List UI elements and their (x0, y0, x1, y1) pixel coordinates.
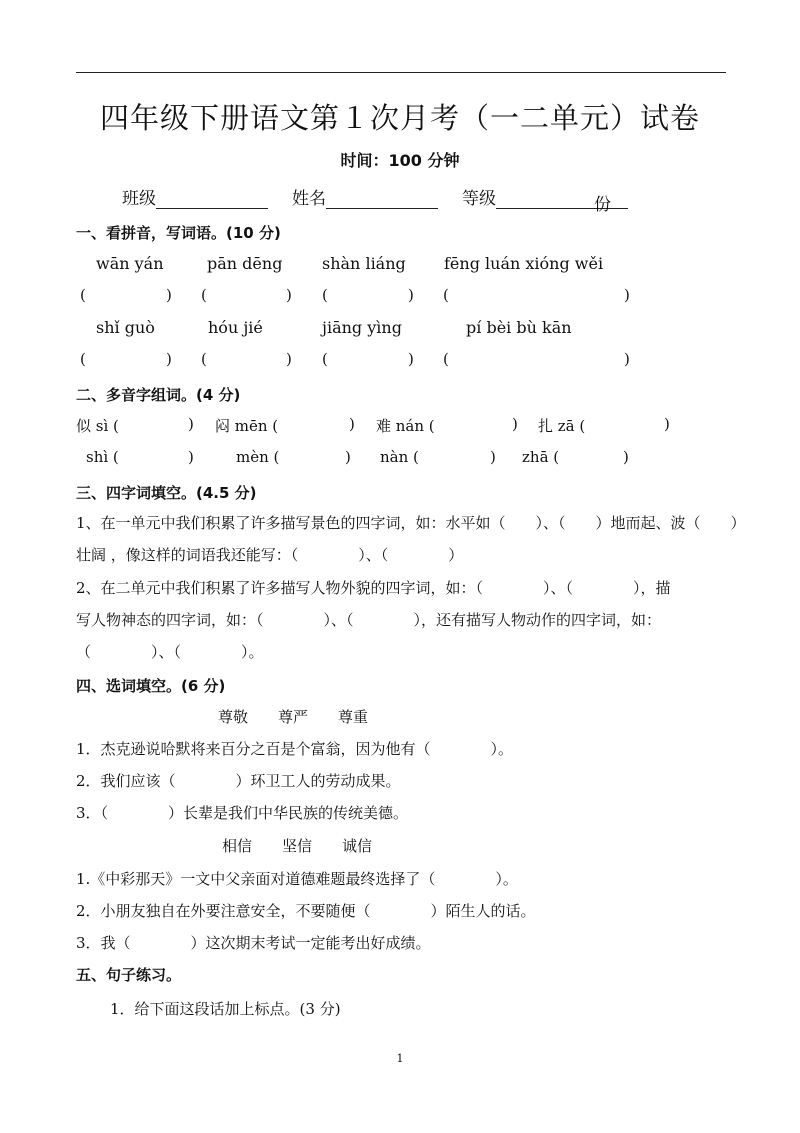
question-line: 1.《中彩那天》一文中父亲面对道德难题最终选择了（ ）。 (76, 870, 518, 888)
pinyin: jiāng yìng (322, 318, 402, 337)
polyphone-close: ) (345, 448, 351, 466)
answer-close: ) (286, 286, 292, 304)
fen-label: 份 (594, 195, 611, 215)
question-line: 1．杰克逊说哈默将来百分之百是个富翁，因为他有（ ）。 (76, 740, 514, 758)
answer-close: ) (624, 350, 630, 368)
answer-close: ) (286, 350, 292, 368)
answer-open: ( (201, 350, 207, 368)
section2-heading: 二、多音字组词。(4 分) (76, 386, 241, 404)
answer-open: ( (322, 286, 328, 304)
name-blank[interactable] (326, 190, 438, 209)
section5-heading: 五、句子练习。 (76, 966, 182, 984)
polyphone-close: ) (349, 415, 355, 433)
polyphone-item: shì ( (86, 448, 119, 466)
polyphone-close: ) (490, 448, 496, 466)
answer-open: ( (80, 350, 86, 368)
pinyin: wān yán (96, 254, 164, 273)
fill-line: 写人物神态的四字词，如：（ ）、（ ），还有描写人物动作的四字词，如： (76, 611, 662, 629)
fill-line: 壮阔 ，像这样的词语我还能写：（ ）、（ ） (76, 546, 464, 564)
polyphone-close: ) (664, 415, 670, 433)
answer-close: ) (624, 286, 630, 304)
grade-field[interactable] (462, 184, 628, 215)
class-blank[interactable] (156, 190, 268, 209)
pinyin: fēng luán xióng wěi (444, 254, 604, 273)
grade-label: 等级 (462, 189, 496, 209)
section4-heading: 四、选词填空。(6 分) (76, 677, 226, 695)
polyphone-item: 似 sì ( (76, 417, 119, 435)
exam-time: 时间：100 分钟 (340, 151, 460, 170)
polyphone-item: 闷 mēn ( (215, 417, 279, 435)
answer-open: ( (80, 286, 86, 304)
section3-heading: 三、四字词填空。(4.5 分) (76, 484, 257, 502)
answer-open: ( (443, 286, 449, 304)
polyphone-close: ) (623, 448, 629, 466)
answer-close: ) (408, 350, 414, 368)
polyphone-item: 扎 zā ( (538, 417, 586, 435)
pinyin: shǐ guò (96, 318, 155, 337)
page-title: 四年级下册语文第１次月考（一二单元）试卷 (99, 101, 700, 135)
grade-blank[interactable] (496, 190, 628, 215)
top-rule (76, 72, 726, 73)
name-field[interactable] (292, 184, 438, 209)
polyphone-item: 难 nán ( (376, 417, 435, 435)
fill-line: 2、在二单元中我们积累了许多描写人物外貌的四字词，如：（ ）、（ ），描 (76, 579, 671, 597)
question-line: 3．我（ ）这次期末考试一定能考出好成绩。 (76, 934, 431, 952)
answer-open: ( (322, 350, 328, 368)
pinyin: pān dēng (207, 254, 283, 273)
question-line: 2．我们应该（ ）环卫工人的劳动成果。 (76, 772, 401, 790)
polyphone-close: ) (512, 415, 518, 433)
polyphone-close: ) (188, 448, 194, 466)
name-label: 姓名 (292, 189, 326, 209)
page-number: 1 (396, 1052, 404, 1065)
class-field[interactable] (122, 184, 268, 209)
word-choices: 相信 坚信 诚信 (222, 837, 373, 855)
answer-close: ) (166, 286, 172, 304)
section1-heading: 一、看拼音，写词语。(10 分) (76, 224, 281, 242)
polyphone-item: zhā ( (522, 448, 560, 466)
answer-open: ( (443, 350, 449, 368)
question-line: 1．给下面这段话加上标点。(3 分) (110, 1000, 341, 1018)
question-line: 2．小朋友独自在外要注意安全，不要随便（ ）陌生人的话。 (76, 902, 536, 920)
pinyin: hóu jié (208, 318, 263, 337)
fill-line: （ ）、（ ）。 (76, 643, 264, 661)
polyphone-item: mèn ( (236, 448, 280, 466)
answer-close: ) (408, 286, 414, 304)
polyphone-close: ) (188, 415, 194, 433)
class-label: 班级 (122, 189, 156, 209)
pinyin: shàn liáng (322, 254, 406, 273)
pinyin: pí bèi bù kān (466, 318, 572, 337)
fill-line: 1、在一单元中我们积累了许多描写景色的四字词，如：水平如（ ）、（ ）地而起、波（ ） (76, 514, 746, 532)
answer-close: ) (166, 350, 172, 368)
answer-open: ( (201, 286, 207, 304)
question-line: 3．（ ）长辈是我们中华民族的传统美德。 (76, 804, 409, 822)
word-choices: 尊敬 尊严 尊重 (218, 708, 369, 726)
polyphone-item: nàn ( (380, 448, 419, 466)
